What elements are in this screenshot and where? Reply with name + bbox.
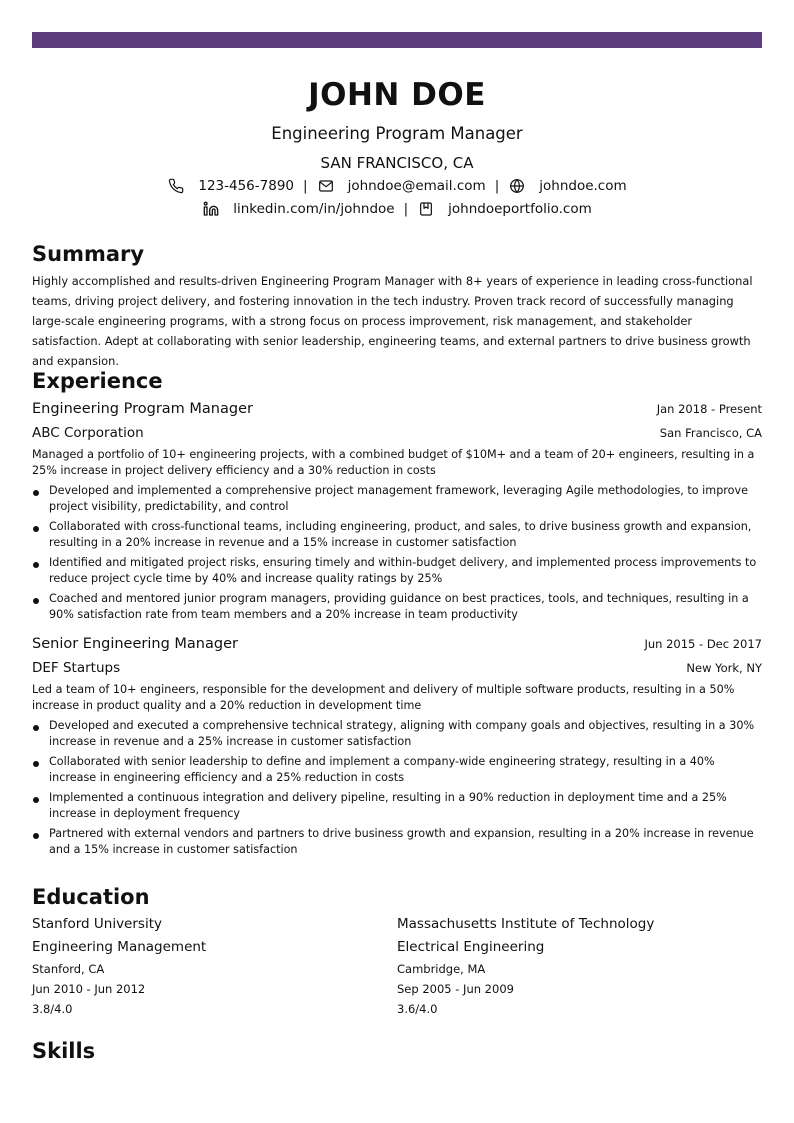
list-item: Developed and executed a comprehensive technical strategy, aligning with company goals and objectives, resulting in a 30% increase in revenue and a 25% increase in customer satisfaction: [32, 718, 762, 750]
education-dates: Jun 2010 - Jun 2012: [32, 982, 146, 996]
job-description: Led a team of 10+ engineers, responsible for the development and delivery of multiple software products, resulting in a 50% increase in product quality and a 20% reduction in development time: [32, 683, 735, 712]
list-item: Developed and implemented a comprehensive project management framework, leveraging Agile methodologies, to improve project visibility, predictability, and control: [32, 483, 762, 515]
degree-field: Engineering Management: [32, 939, 207, 955]
education-dates: Sep 2005 - Jun 2009: [397, 982, 514, 996]
bookmark-icon: [417, 200, 435, 218]
contact-row-2: [32, 197, 762, 220]
job-location: San Francisco, CA: [659, 426, 762, 440]
job-header-row: [32, 633, 762, 655]
experience-section: [32, 368, 762, 862]
list-item: Identified and mitigated project risks, ensuring timely and within-budget delivery, and implemented process improvements to reduce project cycle time by 40% and increase quality ratings by 25%: [32, 555, 762, 587]
job-bullets: [32, 718, 762, 858]
candidate-location: SAN FRANCISCO, CA: [320, 154, 474, 172]
education-columns: [32, 913, 762, 1019]
accent-top-bar: [32, 32, 762, 48]
company-name: ABC Corporation: [32, 425, 144, 441]
summary-section: [32, 241, 762, 371]
experience-heading: Experience: [32, 369, 163, 393]
linkedin-icon: [202, 200, 220, 218]
job-title: Engineering Program Manager: [32, 401, 253, 417]
job-company-row: [32, 657, 762, 679]
list-item: Partnered with external vendors and partners to drive business growth and expansion, resulting in a 20% increase in revenue and a 15% increase in customer satisfaction: [32, 826, 762, 858]
envelope-icon: [317, 177, 335, 195]
phone-number[interactable]: 123-456-7890: [198, 177, 294, 194]
job-title: Senior Engineering Manager: [32, 636, 238, 652]
degree-field: Electrical Engineering: [397, 939, 545, 955]
education-section: [32, 884, 762, 1019]
job-dates: Jun 2015 - Dec 2017: [644, 637, 762, 651]
skills-heading: Skills: [32, 1039, 96, 1063]
education-entry: [32, 913, 397, 1019]
school-location: Cambridge, MA: [397, 962, 486, 976]
list-item: Implemented a continuous integration and delivery pipeline, resulting in a 90% reduction in deployment time and a 25% increase in deployment frequency: [32, 790, 762, 822]
website-link[interactable]: johndoe.com: [539, 177, 627, 194]
job-location: New York, NY: [686, 661, 762, 675]
globe-icon: [508, 177, 526, 195]
job-bullets: [32, 483, 762, 623]
email-link[interactable]: johndoe@email.com: [347, 177, 486, 194]
job-description: Managed a portfolio of 10+ engineering projects, with a combined budget of $10M+ and a team of 20+ engineers, resulting in a 25% increase in project delivery efficiency and a 30% reduction in costs: [32, 448, 755, 477]
job-entry: [32, 398, 762, 623]
school-location: Stanford, CA: [32, 962, 105, 976]
phone-icon: [167, 177, 185, 195]
skills-section: [32, 1038, 762, 1064]
summary-heading: Summary: [32, 242, 145, 266]
contact-row-1: [32, 174, 762, 197]
summary-text: Highly accomplished and results-driven Engineering Program Manager with 8+ years of experience in leading cross-functional teams, driving project delivery, and fostering innovation in the tech industry. Proven track record of successfully managing large-scale engineering programs, with a strong focus on process improvement, risk management, and stakeholder satisfaction. Adept at collaborating with senior leadership, engineering teams, and external partners to drive business growth and expansion.: [32, 274, 753, 368]
job-entry: [32, 633, 762, 858]
company-name: DEF Startups: [32, 660, 121, 676]
candidate-name: JOHN DOE: [308, 77, 486, 113]
school-name: Stanford University: [32, 916, 162, 932]
job-dates: Jan 2018 - Present: [656, 402, 762, 416]
gpa: 3.6/4.0: [397, 1002, 438, 1016]
education-heading: Education: [32, 885, 150, 909]
separator: |: [494, 177, 500, 194]
education-entry: [397, 913, 762, 1019]
candidate-title: Engineering Program Manager: [271, 124, 523, 143]
resume-page: [32, 48, 762, 1063]
list-item: Collaborated with cross-functional teams, including engineering, product, and sales, to drive business growth and expansion, resulting in a 20% increase in revenue and a 15% increase in customer satisfaction: [32, 519, 762, 551]
job-company-row: [32, 422, 762, 444]
separator: |: [403, 200, 409, 217]
job-header-row: [32, 398, 762, 420]
list-item: Coached and mentored junior program managers, providing guidance on best practices, tools, and techniques, resulting in a 90% satisfaction rate from team members and a 20% increase in team productivity: [32, 591, 762, 623]
linkedin-link[interactable]: linkedin.com/in/johndoe: [233, 200, 395, 217]
resume-header: [32, 78, 762, 220]
portfolio-link[interactable]: johndoeportfolio.com: [448, 200, 592, 217]
list-item: Collaborated with senior leadership to define and implement a company-wide engineering strategy, resulting in a 40% increase in engineering efficiency and a 25% reduction in costs: [32, 754, 762, 786]
separator: |: [303, 177, 308, 194]
school-name: Massachusetts Institute of Technology: [397, 916, 655, 932]
gpa: 3.8/4.0: [32, 1002, 73, 1016]
